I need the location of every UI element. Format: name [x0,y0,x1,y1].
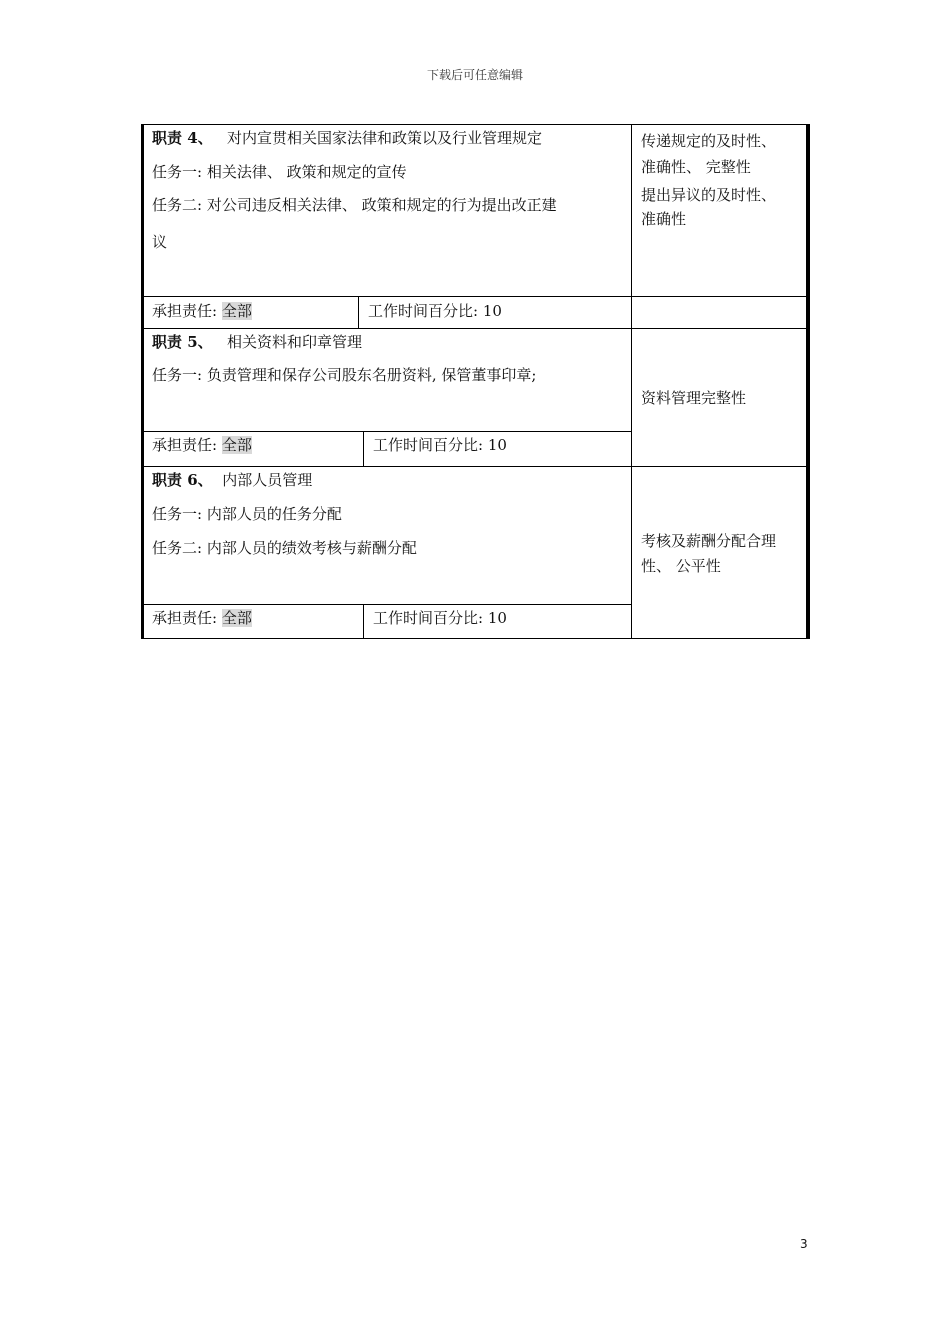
duty-6-time-percent: 工作时间百分比: 10 [373,609,507,627]
page-number: 3 [800,1237,808,1251]
duty-4-responsibility: 承担责任: 全部 [152,302,252,320]
duty-4-task-2-cont: 议 [152,233,168,251]
duty-5-time-percent: 工作时间百分比: 10 [373,436,507,454]
duty-4-title: 职责 4、 对内宣贯相关国家法律和政策以及行业管理规定 [152,129,542,147]
duty-6-criteria-2: 性、 公平性 [641,557,721,575]
duty-4-time-percent: 工作时间百分比: 10 [368,302,502,320]
duty-6-task-2: 任务二: 内部人员的绩效考核与薪酬分配 [152,539,417,557]
duty-5-criteria-1: 资料管理完整性 [641,389,747,407]
duty-4-criteria-1: 传递规定的及时性、 [641,132,777,150]
duty-5-task-1: 任务一: 负责管理和保存公司股东名册资料, 保管董事印章; [152,366,537,384]
duty-6-title: 职责 6、 内部人员管理 [152,471,313,489]
duty-6-task-1: 任务一: 内部人员的任务分配 [152,505,342,523]
duty-4-criteria-2: 准确性、 完整性 [641,158,751,176]
duty-4-task-1: 任务一: 相关法律、 政策和规定的宣传 [152,163,407,181]
duty-4-task-2: 任务二: 对公司违反相关法律、 政策和规定的行为提出改正建 [152,196,557,214]
duty-5-title: 职责 5、 相关资料和印章管理 [152,333,362,351]
duty-6-responsibility: 承担责任: 全部 [152,609,252,627]
duty-6-criteria-1: 考核及薪酬分配合理 [641,532,777,550]
page-header: 下载后可任意编辑 [426,68,523,82]
duty-5-responsibility: 承担责任: 全部 [152,436,252,454]
duty-4-criteria-4: 准确性 [641,210,687,228]
duty-4-criteria-3: 提出异议的及时性、 [641,186,777,204]
